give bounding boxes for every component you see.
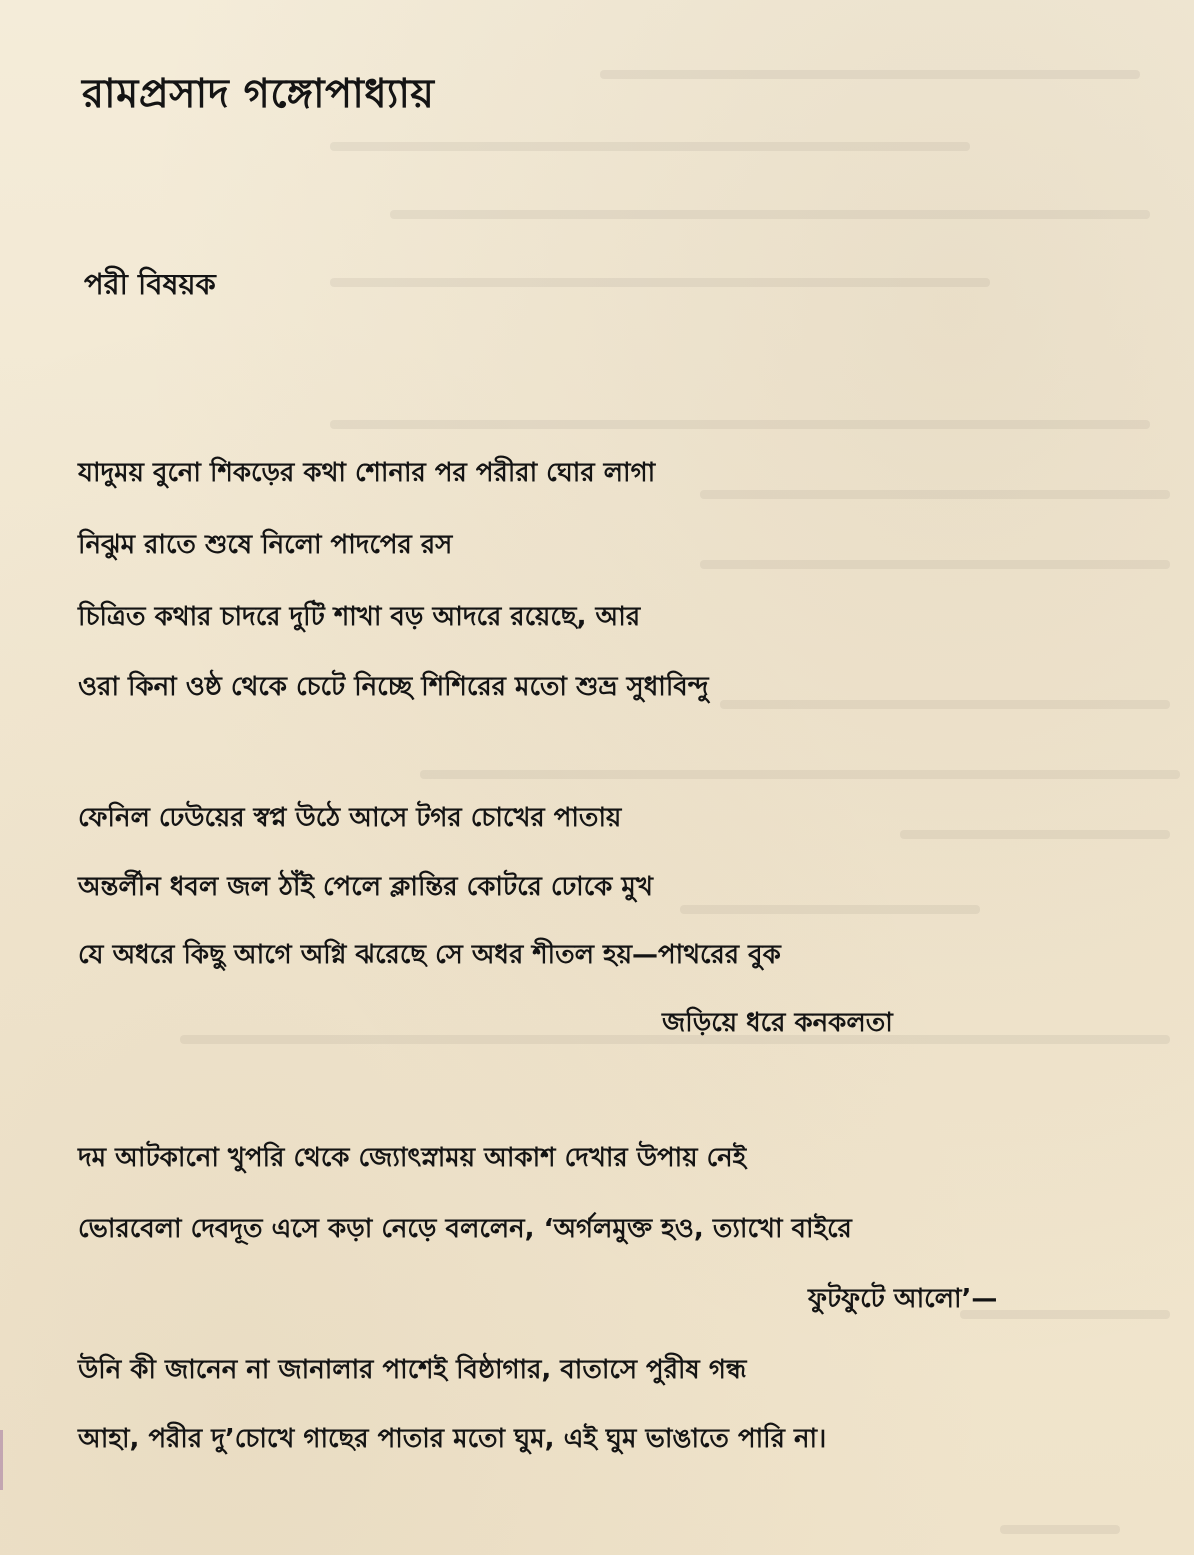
margin-ink-mark (0, 1430, 3, 1490)
show-through-line (420, 770, 1180, 779)
poem-line: উনি কী জানেন না জানালার পাশেই বিষ্ঠাগার, বাতাসে পুরীষ গন্ধ (78, 1355, 747, 1385)
show-through-line (900, 830, 1170, 839)
show-through-line (600, 70, 1140, 79)
poem-line: চিত্রিত কথার চাদরে দুটি শাখা বড় আদরে রয়েছে, আর (78, 602, 641, 632)
poem-line-continuation: ফুটফুটে আলো’— (808, 1284, 998, 1314)
poem-line: ফেনিল ঢেউয়ের স্বপ্ন উঠে আসে টগর চোখের পাতায় (78, 803, 622, 833)
show-through-line (330, 142, 970, 151)
poem-line: যাদুময় বুনো শিকড়ের কথা শোনার পর পরীরা ঘোর লাগা (78, 458, 656, 488)
poem-line-continuation: জড়িয়ে ধরে কনকলতা (662, 1008, 893, 1038)
show-through-line (390, 210, 1150, 219)
show-through-line (720, 700, 1170, 709)
show-through-line (680, 905, 980, 914)
poem-line: দম আটকানো খুপরি থেকে জ্যোৎস্নাময় আকাশ দেখার উপায় নেই (78, 1143, 747, 1173)
poem-line: আহা, পরীর দু’চোখে গাছের পাতার মতো ঘুম, এই ঘুম ভাঙাতে পারি না। (78, 1424, 827, 1454)
poem-line: ভোরবেলা দেবদূত এসে কড়া নেড়ে বললেন, ‘অর্গলমুক্ত হও, ত্যাখো বাইরে (78, 1214, 852, 1244)
show-through-line (330, 420, 1150, 429)
poem-line: যে অধরে কিছু আগে অগ্নি ঝরেছে সে অধর শীতল হয়—পাথরের বুক (78, 940, 781, 970)
poem-line: অন্তর্লীন ধবল জল ঠাঁই পেলে ক্লান্তির কোটরে ঢোকে মুখ (78, 872, 653, 902)
show-through-line (1000, 1525, 1120, 1534)
show-through-line (700, 490, 1170, 499)
poem-title: পরী বিষয়ক (84, 267, 216, 301)
poem-line: ওরা কিনা ওষ্ঠ থেকে চেটে নিচ্ছে শিশিরের মতো শুভ্র সুধাবিন্দু (78, 672, 709, 702)
author-name: রামপ্রসাদ গঙ্গোপাধ্যায় (82, 71, 435, 117)
show-through-line (700, 560, 1170, 569)
poem-line: নিঝুম রাতে শুষে নিলো পাদপের রস (78, 530, 453, 560)
show-through-line (330, 278, 990, 287)
